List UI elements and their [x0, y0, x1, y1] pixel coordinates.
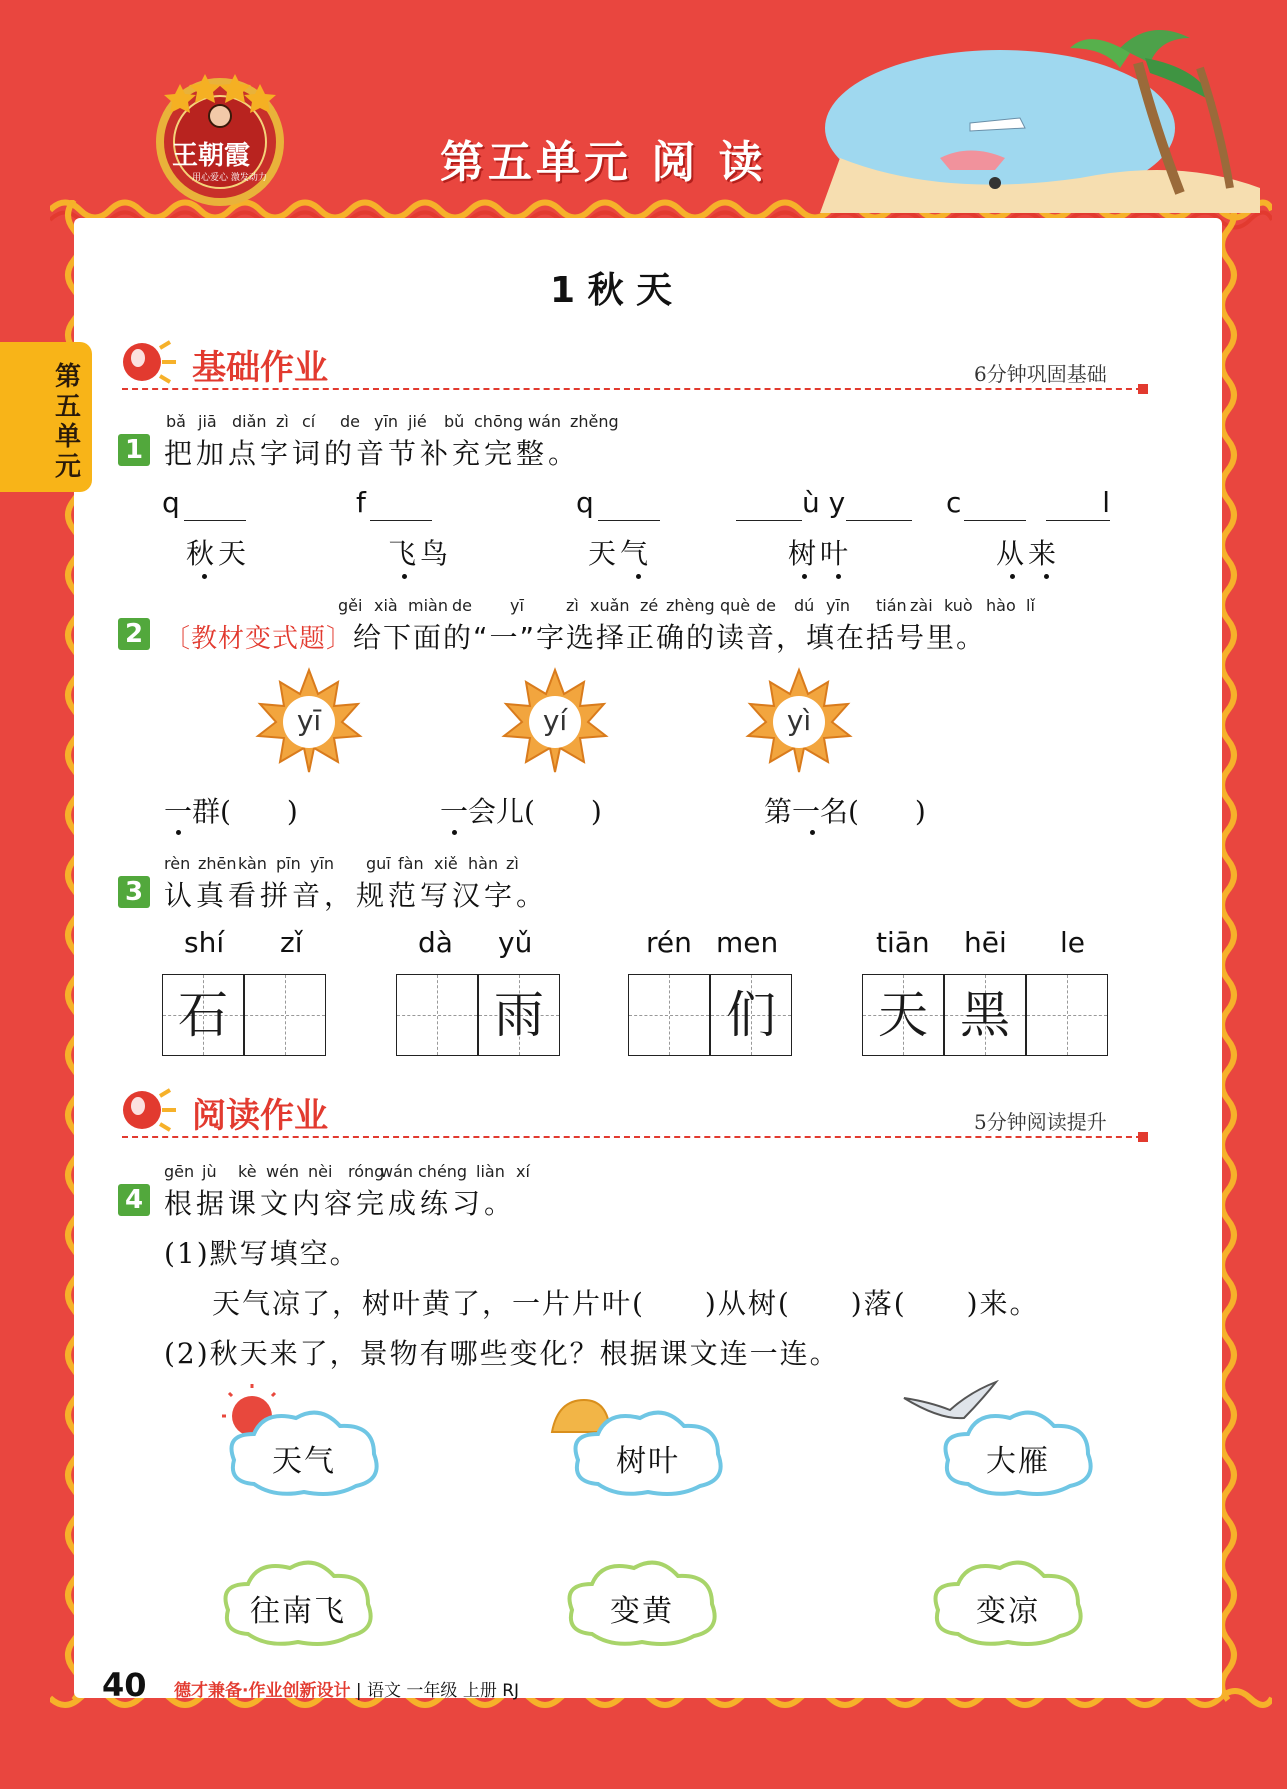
pinyin-syllable: zì: [276, 412, 289, 431]
pinyin-syllable: lǐ: [1026, 596, 1035, 615]
question-number: 2: [118, 618, 150, 650]
q3-group4-py1: tiān: [876, 926, 930, 959]
cell-char: 们: [726, 986, 776, 1044]
cell-char: [629, 975, 709, 1055]
pinyin-syllable: xià: [374, 596, 398, 615]
cell-char: 石: [178, 986, 228, 1044]
q3-group4-py2: hēi: [964, 926, 1007, 959]
pinyin-syllable: de: [340, 412, 360, 431]
pinyin-syllable: zhēn: [198, 854, 237, 873]
section-divider: [122, 388, 1142, 390]
writing-cell[interactable]: [710, 974, 792, 1056]
answer-line: [370, 520, 432, 521]
bulb-icon: [118, 1084, 180, 1138]
beach-illustration: [820, 8, 1260, 213]
pinyin-syllable: yī: [510, 596, 524, 615]
emphasis-dot: [836, 574, 841, 579]
pinyin-syllable: pīn: [276, 854, 301, 873]
q1-word-5: 从来: [996, 537, 1061, 570]
question-number: 4: [118, 1184, 150, 1216]
pinyin-syllable: què: [720, 596, 751, 615]
cell-char: [1027, 975, 1107, 1055]
leaf-option-2: yí: [542, 704, 568, 737]
answer-line: [598, 520, 660, 521]
pinyin-syllable: kuò: [944, 596, 973, 615]
pinyin-syllable: zé: [640, 596, 659, 615]
section-note-reading: 5分钟阅读提升: [974, 1110, 1107, 1134]
pinyin-syllable: cí: [302, 412, 316, 431]
cloud-bottom-3[interactable]: 变凉: [976, 1594, 1040, 1629]
writing-cell[interactable]: [396, 974, 478, 1056]
pinyin-syllable: zhèng: [666, 596, 715, 615]
section-divider: [122, 1136, 1142, 1138]
pinyin-syllable: hào: [986, 596, 1016, 615]
pinyin-syllable: liàn: [476, 1162, 505, 1181]
cell-char: [245, 975, 325, 1055]
q2-item-1: 一群( ): [164, 795, 298, 828]
pinyin-syllable: wén: [266, 1162, 300, 1181]
q2-question: [164, 616, 986, 656]
pinyin-syllable: róng: [348, 1162, 385, 1181]
cell-char: 黑: [960, 986, 1010, 1044]
pinyin-syllable: zài: [910, 596, 933, 615]
cloud-top-3[interactable]: 大雁: [986, 1444, 1050, 1479]
writing-cell[interactable]: [628, 974, 710, 1056]
q1-blank-1: q: [162, 486, 180, 519]
q4-part2-title: (2)秋天来了，景物有哪些变化？根据课文连一连。: [164, 1337, 840, 1370]
answer-line: [964, 520, 1026, 521]
pinyin-syllable: kàn: [238, 854, 267, 873]
q4-part1-title: (1)默写填空。: [164, 1237, 360, 1270]
unit-side-tab: [0, 342, 92, 492]
pinyin-syllable: wán: [380, 1162, 414, 1181]
emphasis-dot: [802, 574, 807, 579]
pinyin-syllable: nèi: [308, 1162, 333, 1181]
pinyin-syllable: dú: [794, 596, 815, 615]
pinyin-syllable: tián: [876, 596, 907, 615]
pinyin-syllable: guī: [366, 854, 391, 873]
q3-group2-py2: yǔ: [498, 926, 533, 959]
q1-word-2: 飞鸟: [388, 537, 453, 570]
unit-title: 第五单元 阅 读: [440, 137, 767, 188]
section-title-reading: 阅读作业: [192, 1096, 328, 1136]
pinyin-syllable: gěi: [338, 596, 363, 615]
footer-info: 语文 一年级 上册 RJ: [367, 1681, 520, 1701]
section-divider-end: [1138, 1132, 1148, 1142]
q2-tag: 〔教材变式题〕: [164, 624, 354, 654]
q2-item-2: 一会儿( ): [440, 795, 602, 828]
emphasis-dot: [402, 574, 407, 579]
pinyin-syllable: jié: [408, 412, 427, 431]
answer-line: [1046, 520, 1110, 521]
q1-word-1: 秋天: [186, 537, 251, 570]
q1-blank-5: c l: [946, 486, 1177, 519]
pinyin-syllable: xuǎn: [590, 596, 630, 615]
pinyin-syllable: rèn: [164, 854, 191, 873]
pinyin-syllable: wán: [528, 412, 562, 431]
q1-blank-3: q: [576, 486, 594, 519]
answer-line: [184, 520, 246, 521]
q1-word-3: 天气: [588, 537, 653, 570]
q3-group4-py3: le: [1060, 926, 1086, 959]
pinyin-syllable: jù: [202, 1162, 217, 1181]
writing-cell[interactable]: [162, 974, 244, 1056]
pinyin-syllable: jiā: [198, 412, 217, 431]
pinyin-syllable: xí: [516, 1162, 530, 1181]
cloud-top-1[interactable]: 天气: [272, 1444, 336, 1479]
q4-part1-text: 天气凉了，树叶黄了，一片片叶( )从树( )落( )来。: [212, 1287, 1040, 1320]
leaf-option-1: yī: [296, 704, 322, 737]
pinyin-syllable: gēn: [164, 1162, 195, 1181]
emphasis-dot: [202, 574, 207, 579]
leaf-option-3: yì: [786, 704, 812, 737]
answer-line: [736, 520, 802, 521]
logo-slogan: 用心爱心 激发动力: [192, 173, 267, 183]
q3-group2-py1: dà: [418, 926, 453, 959]
pinyin-syllable: yīn: [310, 854, 335, 873]
cloud-bottom-2[interactable]: 变黄: [610, 1594, 674, 1629]
cell-char: 天: [878, 986, 928, 1044]
footer-separator: |: [350, 1681, 368, 1701]
q1-word-4: 树叶: [788, 537, 853, 570]
pinyin-syllable: yīn: [374, 412, 399, 431]
emphasis-dot: [1044, 574, 1049, 579]
section-title-basic: 基础作业: [192, 348, 328, 388]
pinyin-syllable: xiě: [434, 854, 458, 873]
emphasis-dot: [810, 830, 815, 835]
pinyin-syllable: bǔ: [444, 412, 465, 431]
pinyin-syllable: de: [756, 596, 776, 615]
section-divider-end: [1138, 384, 1148, 394]
pinyin-syllable: de: [452, 596, 472, 615]
writing-cell[interactable]: [478, 974, 560, 1056]
emphasis-dot: [452, 830, 457, 835]
q3-group3-py2: men: [716, 926, 779, 959]
page-number: 40: [102, 1666, 147, 1704]
q2-item-3: 第一名( ): [764, 795, 926, 828]
q1-blank-4: ù y: [802, 486, 846, 519]
emphasis-dot: [1010, 574, 1015, 579]
footer-series: 德才兼备·作业创新设计: [174, 1681, 351, 1701]
pinyin-syllable: miàn: [408, 596, 448, 615]
writing-cell[interactable]: [244, 974, 326, 1056]
q2-text: 给下面的“一”字选择正确的读音，填在括号里。: [353, 621, 987, 654]
cell-char: 雨: [494, 986, 544, 1044]
bulb-icon: [118, 336, 180, 390]
writing-cell[interactable]: [862, 974, 944, 1056]
question-number: 3: [118, 876, 150, 908]
q3-group3-py1: rén: [646, 926, 692, 959]
pinyin-syllable: chōng: [474, 412, 524, 431]
pinyin-syllable: zì: [566, 596, 579, 615]
emphasis-dot: [636, 574, 641, 579]
lesson-title: 1 秋 天: [550, 270, 673, 311]
pinyin-syllable: bǎ: [166, 412, 186, 431]
pinyin-syllable: zì: [506, 854, 519, 873]
pinyin-syllable: yīn: [826, 596, 851, 615]
writing-cell[interactable]: [1026, 974, 1108, 1056]
q3-group1-py2: zǐ: [280, 926, 303, 959]
footer-text: [174, 1676, 519, 1701]
writing-cell[interactable]: [944, 974, 1026, 1056]
q3-group1-py1: shí: [184, 926, 225, 959]
question-number: 1: [118, 434, 150, 466]
answer-line: [846, 520, 912, 521]
q4-text: 根据课文内容完成练习。: [164, 1187, 517, 1220]
cell-char: [397, 975, 477, 1055]
pinyin-syllable: zhěng: [570, 412, 619, 431]
q1-blank-2: f: [356, 486, 366, 519]
pinyin-syllable: diǎn: [232, 412, 267, 431]
cloud-top-2[interactable]: 树叶: [616, 1444, 680, 1479]
pinyin-syllable: chéng: [418, 1162, 468, 1181]
pinyin-syllable: hàn: [468, 854, 499, 873]
emphasis-dot: [176, 830, 181, 835]
unit-side-tab-label: 第五单元: [54, 362, 81, 482]
section-note-basic: 6分钟巩固基础: [974, 362, 1107, 386]
q3-text: 认真看拼音，规范写汉字。: [164, 879, 549, 912]
pinyin-syllable: fàn: [398, 854, 424, 873]
logo-brand-text: 王朝霞: [172, 141, 251, 171]
cloud-bottom-1[interactable]: 往南飞: [250, 1594, 346, 1629]
pinyin-syllable: kè: [238, 1162, 257, 1181]
q1-text: 把加点字词的音节补充完整。: [164, 437, 581, 470]
